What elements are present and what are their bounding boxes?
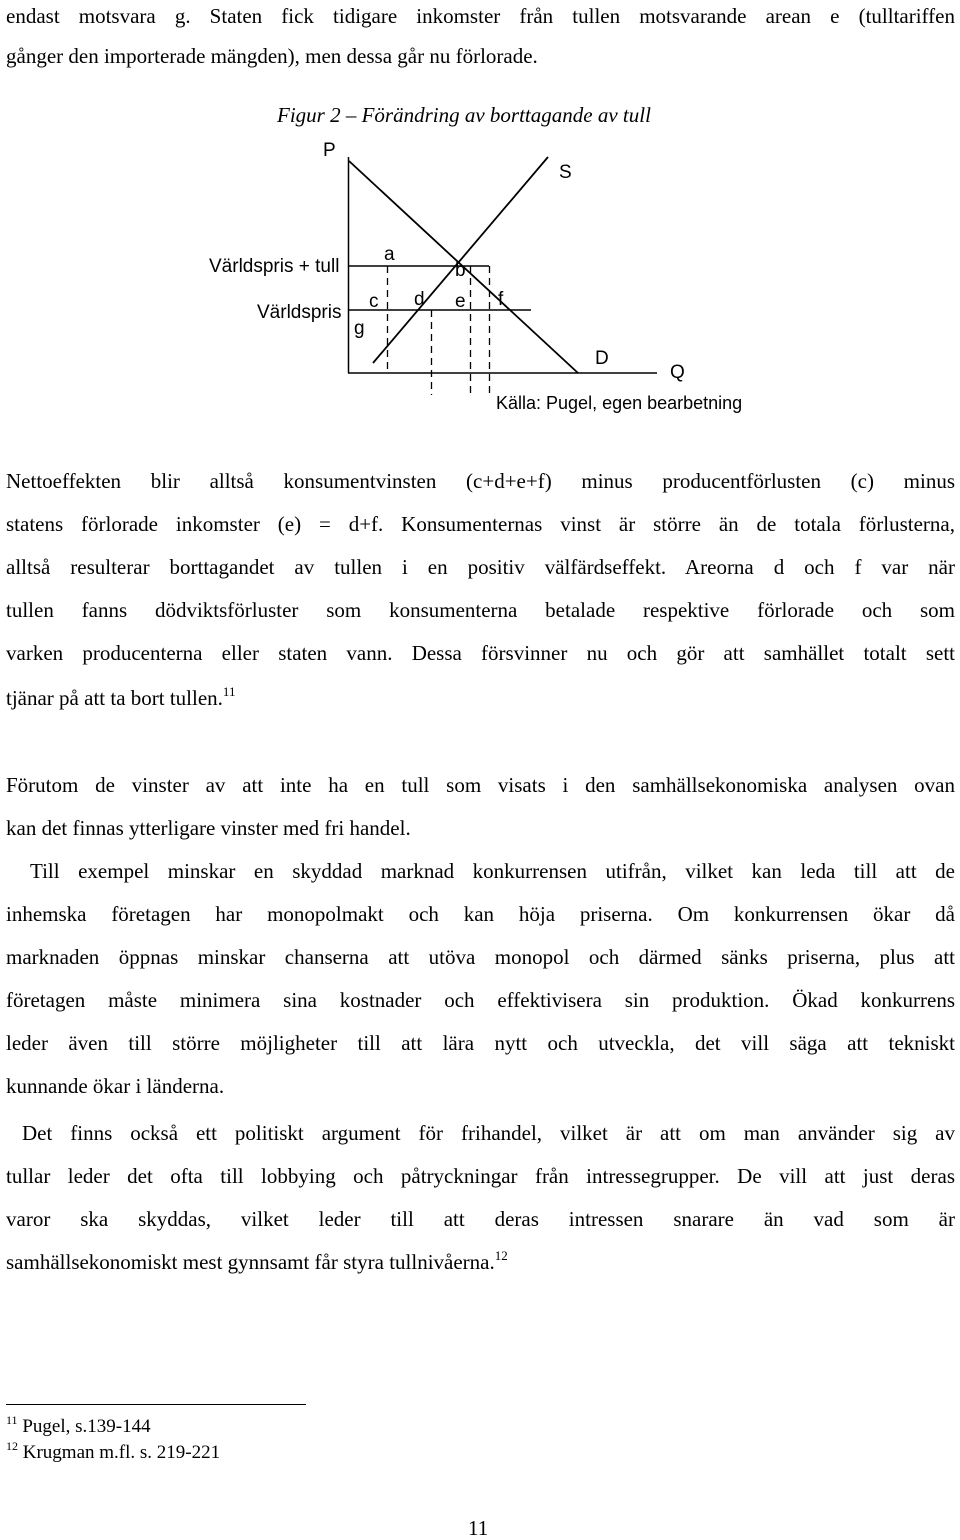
body-text-line: endast motsvara g. Staten fick tidigare inkomster från tullen motsvarande arean e (tulltariffen — [6, 4, 955, 28]
footnote-separator — [6, 1404, 306, 1405]
body-text-line: Förutom de vinster av att inte ha en tull som visats i den samhällsekonomiska analysen ovan — [6, 773, 955, 797]
body-text-line: alltså resulterar borttagandet av tullen i en positiv välfärdseffekt. Areorna d och f var när — [6, 555, 955, 579]
body-text-line: statens förlorade inkomster (e) = d+f. Konsumenternas vinst är större än de totala förlusterna, — [6, 512, 955, 536]
body-text: tjänar på att ta bort tullen. — [6, 686, 223, 710]
body-text-line: Till exempel minskar en skyddad marknad konkurrensen utifrån, vilket kan leda till att de — [30, 859, 955, 883]
axis-label-q: Q — [670, 362, 685, 383]
footnote — [6, 1413, 151, 1438]
page-number: 11 — [468, 1516, 489, 1540]
area-label-c: c — [369, 291, 379, 312]
body-text-line: marknaden öppnas minskar chanserna att utöva monopol och därmed sänks priserna, plus att — [6, 945, 955, 969]
body-text-line: varor ska skyddas, vilket leder till att deras intressen snarare än vad som är — [6, 1207, 955, 1231]
area-label-b: b — [455, 260, 466, 281]
figure-source: Källa: Pugel, egen bearbetning — [496, 393, 743, 413]
body-text-line: inhemska företagen har monopolmakt och kan höja priserna. Om konkurrensen ökar då — [6, 902, 955, 926]
body-text-line: varken producenterna eller staten vann. Dessa försvinner nu och gör att samhället totalt sett — [6, 641, 955, 665]
footnote — [6, 1439, 221, 1464]
body-text-line: företagen måste minimera sina kostnader och effektivisera sin produktion. Ökad konkurrens — [6, 988, 955, 1012]
figure-title: Figur 2 – Förändring av borttagande av tull — [277, 103, 651, 127]
body-text-line: kan det finnas ytterligare vinster med fri handel. — [6, 816, 411, 840]
world-price-label: Världspris — [257, 302, 342, 323]
area-label-f: f — [498, 289, 504, 310]
diagram-lines — [0, 95, 960, 425]
body-text-line — [6, 1250, 955, 1274]
supply-label: S — [559, 162, 572, 183]
area-label-g: g — [354, 318, 365, 339]
footnote-text: Krugman m.fl. s. 219-221 — [22, 1442, 221, 1463]
footnote-text: Pugel, s.139-144 — [22, 1416, 151, 1437]
axis-label-p: P — [323, 140, 336, 161]
footnote-number: 12 — [6, 1439, 18, 1453]
body-text-line: tullen fanns dödviktsförluster som konsumenterna betalade respektive förlorade och som — [6, 598, 955, 622]
footnote-number: 11 — [6, 1413, 18, 1427]
footnote-ref: 12 — [494, 1248, 508, 1263]
area-label-a: a — [384, 244, 395, 265]
body-text-line: Nettoeffekten blir alltså konsumentvinsten (c+d+e+f) minus producentförlusten (c) minus — [6, 469, 955, 493]
supply-demand-figure — [0, 95, 960, 425]
body-text-line: Det finns också ett politiskt argument för frihandel, vilket är att om man använder sig av — [22, 1121, 955, 1145]
area-label-d: d — [414, 289, 425, 310]
body-text-line: gånger den importerade mängden), men dessa går nu förlorade. — [6, 44, 538, 68]
body-text-line: tullar leder det ofta till lobbying och påtryckningar från intressegrupper. De vill att just deras — [6, 1164, 955, 1188]
price-tariff-label: Världspris + tull — [209, 256, 340, 277]
footnote-ref: 11 — [222, 684, 236, 699]
body-text-line: kunnande ökar i länderna. — [6, 1074, 225, 1098]
body-text-line: leder även till större möjligheter till att lära nytt och utveckla, det vill säga att tekniskt — [6, 1031, 955, 1055]
demand-label: D — [595, 348, 609, 369]
area-label-e: e — [455, 291, 466, 312]
body-text-line — [6, 686, 955, 710]
body-text: samhällsekonomiskt mest gynnsamt får styra tullnivåerna. — [6, 1250, 495, 1274]
